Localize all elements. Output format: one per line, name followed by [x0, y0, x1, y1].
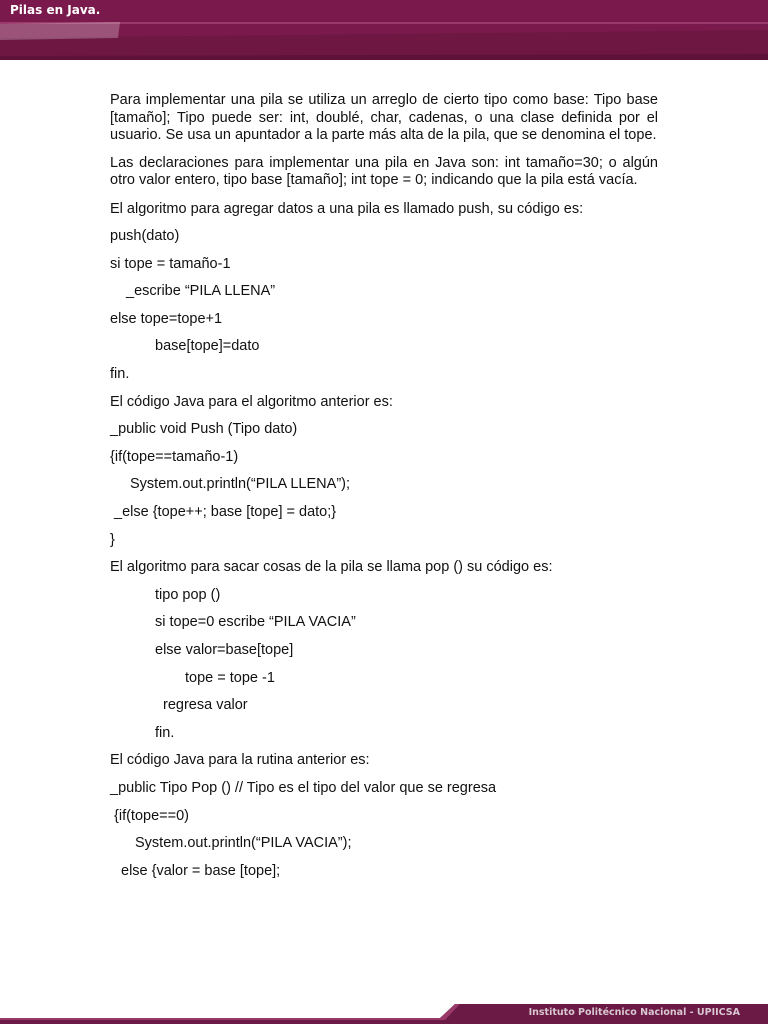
code-line: else valor=base[tope]	[155, 642, 294, 658]
code-line: _public void Push (Tipo dato)	[110, 421, 298, 438]
header-banner	[0, 0, 768, 60]
code-line: _escribe “PILA LLENA”	[126, 283, 276, 300]
code-line: else {valor = base [tope];	[121, 862, 281, 879]
code-line: _else {tope++; base [tope] = dato;}	[114, 504, 337, 521]
page-header	[0, 0, 768, 60]
paragraph: Para implementar una pila se utiliza un arreglo de cierto tipo como base: Tipo base [tamaño]; Tipo puede ser: int, doublé, char, cadenas, o una clase definida por el usuario. Se usa un apuntador a la parte más alta de la pila, que se denomina el tope.	[110, 92, 658, 143]
code-line: {if(tope==tamaño-1)	[110, 448, 239, 465]
paragraph: Las declaraciones para implementar una pila en Java son: int tamaño=30; o algún otro valor entero, tipo base [tamaño]; int tope = 0; indicando que la pila está vacía.	[110, 154, 658, 188]
code-line: _public Tipo Pop () // Tipo es el tipo del valor que se regresa	[110, 779, 497, 796]
code-line: tope = tope -1	[185, 669, 275, 686]
code-line: fin.	[155, 724, 175, 741]
header-title: Pilas en Java.	[10, 3, 101, 17]
code-line: base[tope]=dato	[155, 338, 260, 355]
code-line: System.out.println(“PILA VACIA”);	[135, 835, 352, 852]
text-line: El algoritmo para agregar datos a una pila es llamado push, su código es:	[110, 200, 584, 217]
page-footer	[0, 1004, 768, 1024]
code-line: push(dato)	[110, 228, 180, 245]
code-line: si tope = tamaño-1	[110, 255, 231, 272]
text-line: El código Java para el algoritmo anterior es:	[110, 393, 393, 410]
code-line: tipo pop ()	[155, 586, 221, 603]
code-line: fin.	[110, 366, 130, 383]
footer-text: Instituto Politécnico Nacional - UPIICSA	[528, 1007, 740, 1018]
code-line: }	[110, 531, 115, 548]
code-line: else tope=tope+1	[110, 310, 223, 327]
text-line: El algoritmo para sacar cosas de la pila se llama pop () su código es:	[110, 559, 553, 576]
code-line: {if(tope==0)	[114, 807, 189, 824]
code-line: System.out.println(“PILA LLENA”);	[130, 476, 350, 493]
code-line: si tope=0 escribe “PILA VACIA”	[155, 614, 356, 631]
code-line: regresa valor	[163, 697, 248, 714]
document-body	[110, 92, 658, 889]
text-line: El código Java para la rutina anterior es:	[110, 752, 370, 769]
